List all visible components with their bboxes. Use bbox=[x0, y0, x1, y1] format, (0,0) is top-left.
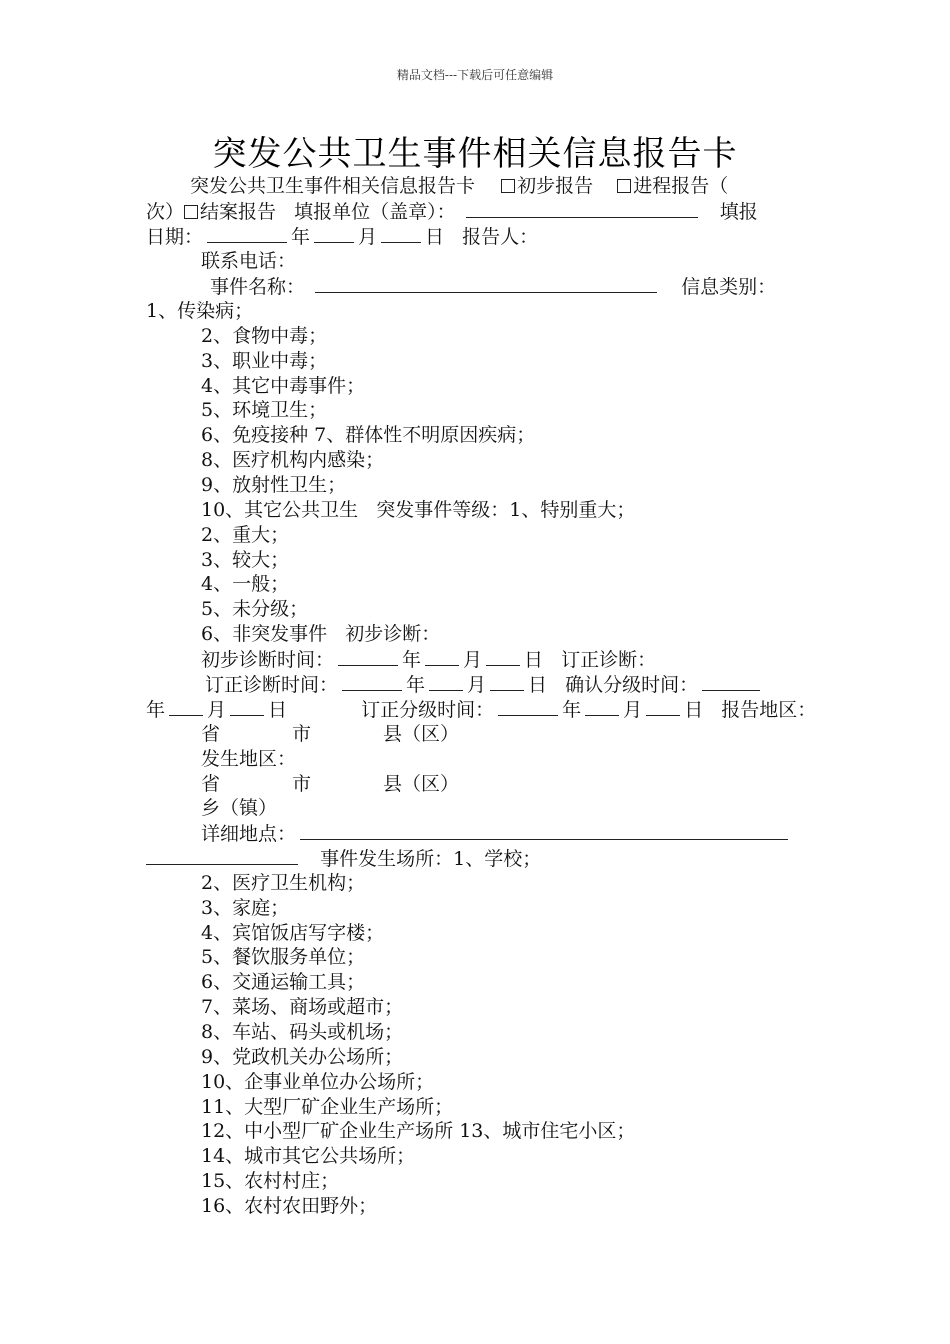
place-line bbox=[146, 846, 541, 871]
revise-diag-day-field[interactable] bbox=[490, 672, 524, 691]
year-label: 年 bbox=[146, 699, 166, 721]
report-area-label: 报告地区： bbox=[721, 699, 817, 721]
date-year-field[interactable] bbox=[207, 224, 287, 243]
info-type-item: 6、免疫接种 7、群体性不明原因疾病； bbox=[201, 424, 536, 446]
place-item: 10、企事业单位办公场所； bbox=[201, 1071, 435, 1093]
address-field[interactable] bbox=[300, 821, 788, 840]
place-item: 7、菜场、商场或超市； bbox=[201, 996, 404, 1018]
place-item: 2、医疗卫生机构； bbox=[201, 872, 366, 894]
date-month-field[interactable] bbox=[314, 224, 354, 243]
event-name-label: 事件名称： bbox=[210, 276, 306, 298]
day-label: 日 bbox=[684, 699, 704, 721]
diag-time-line bbox=[201, 647, 656, 672]
revise-diag-year-field[interactable] bbox=[342, 672, 402, 691]
initial-report-checkbox[interactable] bbox=[501, 179, 515, 193]
day-label: 日 bbox=[524, 649, 544, 671]
revise-diag-label: 订正诊断： bbox=[561, 649, 657, 671]
final-report-label: 结案报告 bbox=[200, 201, 277, 223]
place-label: 事件发生场所： bbox=[320, 848, 454, 870]
place-item: 9、党政机关办公场所； bbox=[201, 1046, 404, 1068]
year-label: 年 bbox=[402, 649, 422, 671]
town-label: 乡（镇） bbox=[201, 797, 278, 819]
initial-report-label: 初步报告 bbox=[517, 175, 594, 197]
month-label: 月 bbox=[358, 226, 378, 248]
day-label: 日 bbox=[425, 226, 445, 248]
month-label: 月 bbox=[207, 699, 227, 721]
level-item: 2、重大； bbox=[201, 524, 290, 546]
place-item: 4、宾馆饭店写字楼； bbox=[201, 922, 385, 944]
level-item: 1、特别重大； bbox=[509, 499, 636, 521]
page-title: 突发公共卫生事件相关信息报告卡 bbox=[212, 134, 738, 174]
fill-label: 填报 bbox=[719, 201, 758, 223]
date-label: 日期： bbox=[146, 226, 204, 248]
county-label: 县（区） bbox=[383, 773, 460, 795]
report-type-line bbox=[190, 174, 728, 198]
info-type-item: 1、传染病； bbox=[146, 300, 254, 322]
unit-label: 填报单位（盖章）： bbox=[294, 201, 456, 223]
date-line bbox=[146, 224, 538, 249]
info-type-label: 信息类别： bbox=[681, 276, 777, 298]
place-item: 1、学校； bbox=[453, 848, 542, 870]
revise-level-year-field[interactable] bbox=[498, 697, 558, 716]
revise-diag-month-field[interactable] bbox=[429, 672, 463, 691]
day-label: 日 bbox=[268, 699, 288, 721]
address-label: 详细地点： bbox=[201, 823, 297, 845]
confirm-level-year-field[interactable] bbox=[702, 672, 760, 691]
confirm-level-time-label: 确认分级时间： bbox=[565, 674, 699, 696]
revise-level-month-field[interactable] bbox=[585, 697, 619, 716]
diag-label: 初步诊断： bbox=[345, 623, 441, 645]
city-label: 市 bbox=[292, 773, 312, 795]
revise-diag-time-label: 订正诊断时间： bbox=[205, 674, 339, 696]
province-label: 省 bbox=[201, 723, 221, 745]
month-label: 月 bbox=[623, 699, 643, 721]
level-line bbox=[201, 498, 635, 522]
province-label: 省 bbox=[201, 773, 221, 795]
place-item: 12、中小型厂矿企业生产场所 13、城市住宅小区； bbox=[201, 1120, 636, 1142]
report-area-line bbox=[201, 722, 459, 746]
city-label: 市 bbox=[292, 723, 312, 745]
info-type-item: 8、医疗机构内感染； bbox=[201, 449, 385, 471]
unit-field[interactable] bbox=[466, 199, 698, 218]
county-label: 县（区） bbox=[383, 723, 460, 745]
occur-area-line bbox=[201, 772, 459, 796]
month-label: 月 bbox=[467, 674, 487, 696]
date-day-field[interactable] bbox=[381, 224, 421, 243]
event-name-field[interactable] bbox=[315, 274, 657, 293]
place-item: 14、城市其它公共场所； bbox=[201, 1145, 416, 1167]
place-item: 3、家庭； bbox=[201, 897, 290, 919]
address-line bbox=[201, 821, 792, 846]
revise-diag-time-line bbox=[205, 672, 764, 697]
progress-report-label: 进程报告（ bbox=[633, 175, 729, 197]
place-item: 16、农村农田野外； bbox=[201, 1195, 378, 1217]
place-item: 6、交通运输工具； bbox=[201, 971, 366, 993]
address-field-continued[interactable] bbox=[146, 846, 298, 865]
info-type-item: 5、环境卫生； bbox=[201, 399, 328, 421]
year-label: 年 bbox=[406, 674, 426, 696]
diag-month-field[interactable] bbox=[425, 647, 459, 666]
page-header: 精品文档---下载后可任意编辑 bbox=[396, 68, 554, 82]
diag-line bbox=[201, 622, 440, 646]
times-label: 次） bbox=[146, 201, 185, 223]
revise-level-line bbox=[146, 697, 816, 722]
card-name: 突发公共卫生事件相关信息报告卡 bbox=[190, 175, 476, 197]
progress-report-checkbox[interactable] bbox=[617, 179, 631, 193]
place-item: 8、车站、码头或机场； bbox=[201, 1021, 404, 1043]
reporter-label: 报告人： bbox=[462, 226, 539, 248]
info-type-item: 2、食物中毒； bbox=[201, 325, 328, 347]
occur-area-label: 发生地区： bbox=[201, 748, 297, 770]
info-type-item: 4、其它中毒事件； bbox=[201, 375, 366, 397]
level-label: 突发事件等级： bbox=[376, 499, 510, 521]
event-name-line bbox=[210, 274, 776, 299]
year-label: 年 bbox=[562, 699, 582, 721]
level-item: 3、较大； bbox=[201, 549, 290, 571]
confirm-level-month-field[interactable] bbox=[169, 697, 203, 716]
day-label: 日 bbox=[528, 674, 548, 696]
diag-year-field[interactable] bbox=[338, 647, 398, 666]
phone-label: 联系电话： bbox=[201, 250, 297, 272]
place-item: 15、农村村庄； bbox=[201, 1170, 340, 1192]
revise-level-day-field[interactable] bbox=[646, 697, 680, 716]
level-item: 6、非突发事件 bbox=[201, 623, 328, 645]
unit-line bbox=[146, 199, 758, 224]
year-label: 年 bbox=[291, 226, 311, 248]
level-item: 5、未分级； bbox=[201, 598, 309, 620]
info-type-item: 3、职业中毒； bbox=[201, 350, 328, 372]
info-type-item: 10、其它公共卫生 bbox=[201, 499, 359, 521]
diag-day-field[interactable] bbox=[486, 647, 520, 666]
info-type-item: 9、放射性卫生； bbox=[201, 474, 347, 496]
month-label: 月 bbox=[463, 649, 483, 671]
place-item: 5、餐饮服务单位； bbox=[201, 946, 366, 968]
revise-level-time-label: 订正分级时间： bbox=[361, 699, 495, 721]
level-item: 4、一般； bbox=[201, 573, 290, 595]
place-item: 11、大型厂矿企业生产场所； bbox=[201, 1096, 454, 1118]
final-report-checkbox[interactable] bbox=[184, 205, 198, 219]
diag-time-label: 初步诊断时间： bbox=[201, 649, 335, 671]
confirm-level-day-field[interactable] bbox=[230, 697, 264, 716]
